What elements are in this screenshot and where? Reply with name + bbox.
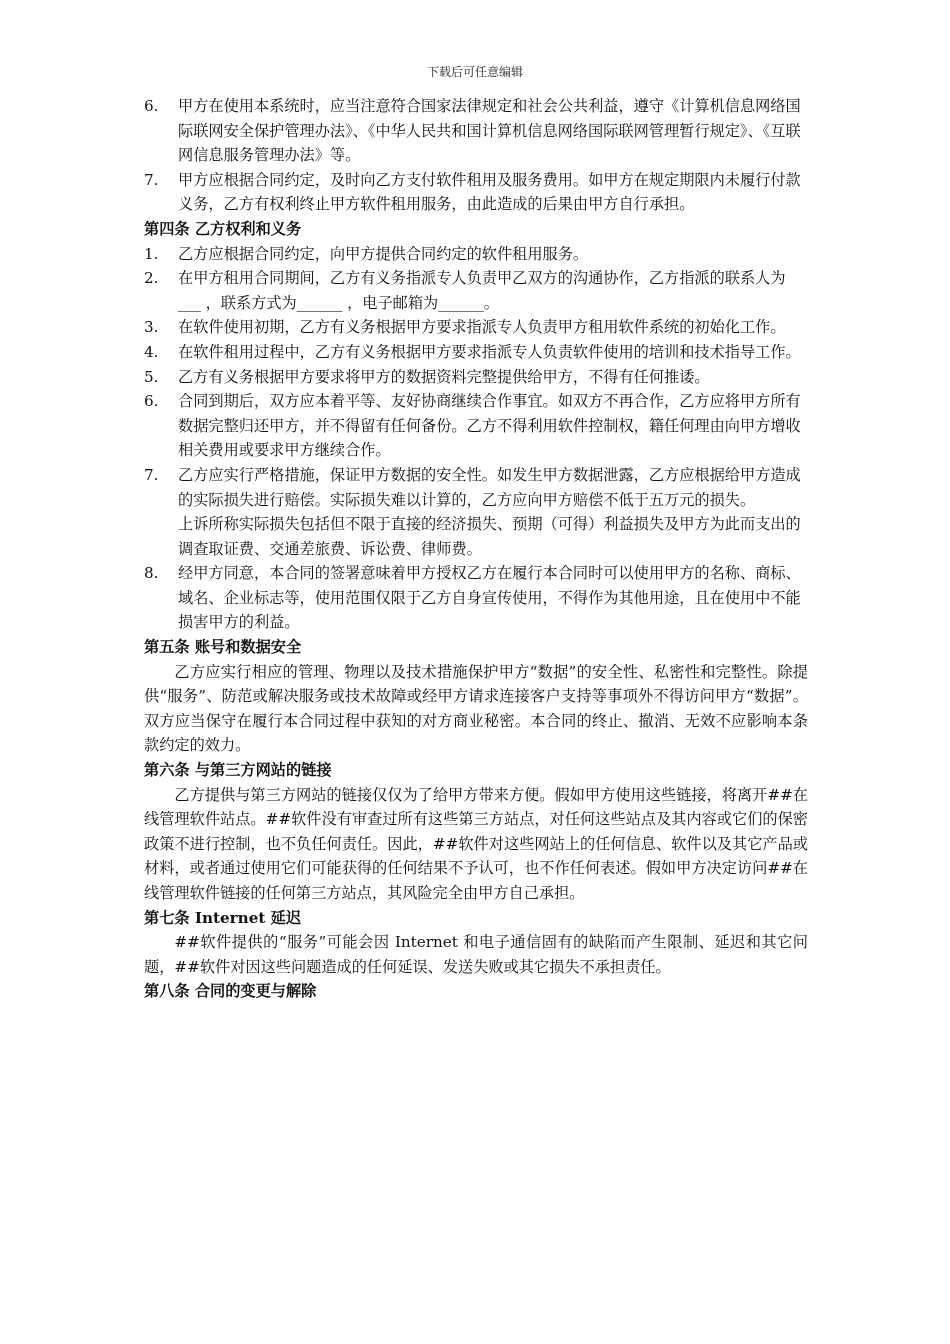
item-text: 甲方在使用本系统时，应当注意符合国家法律规定和社会公共利益，遵守《计算机信息网络国际联网安全保护管理办法》、《中华人民共和国计算机信息网络国际联网管理暂行规定》、《互联网信息服务管理办法》等。 [178, 97, 801, 165]
list-item [144, 340, 808, 365]
item-text: 乙方有义务根据甲方要求将甲方的数据资料完整提供给甲方，不得有任何推诿。 [178, 367, 710, 386]
list-item [144, 242, 808, 267]
item-text: 乙方应根据合同约定，向甲方提供合同约定的软件租用服务。 [178, 244, 589, 263]
item7-continuation: 上诉所称实际损失包括但不限于直接的经济损失、预期（可得）利益损失及甲方为此而支出的调查取证费、交通差旅费、诉讼费、律师费。 [178, 515, 801, 558]
item-text: 合同到期后，双方应本着平等、友好协商继续合作事宜。如双方不再合作，乙方应将甲方所有数据完整归还甲方，并不得留有任何备份。乙方不得利用软件控制权，籍任何理由向甲方增收相关费用或要求甲方继续合作。 [178, 392, 801, 460]
list-item [144, 168, 808, 217]
list-item [144, 365, 808, 390]
list-item [144, 389, 808, 463]
list-item [144, 266, 808, 315]
article4-list [144, 242, 808, 513]
article6-paragraph: 乙方提供与第三方网站的链接仅仅为了给甲方带来方便。假如甲方使用这些链接，将离开##在线管理软件站点。##软件没有审查过所有这些第三方站点，对任何这些站点及其内容或它们的保密政策不进行控制，也不负任何责任。因此，##软件对这些网站上的任何信息、软件以及其它产品或材料，或者通过使用它们可能获得的任何结果不予认可，也不作任何表述。假如甲方决定访问##在线管理软件链接的任何第三方站点，其风险完全由甲方自己承担。 [144, 785, 808, 902]
article7-heading: 第七条 Internet 延迟 [144, 908, 302, 927]
item-number: 6. [144, 97, 159, 115]
list-item [144, 94, 808, 168]
item-text: 经甲方同意，本合同的签署意味着甲方授权乙方在履行本合同时可以使用甲方的名称、商标、域名、企业标志等，使用范围仅限于乙方自身宣传使用，不得作为其他用途，且在使用中不能损害甲方的利益。 [178, 564, 801, 632]
list-item [144, 561, 808, 635]
item-number: 6. [144, 392, 159, 411]
item-text: 在甲方租用合同期间，乙方有义务指派专人负责甲乙双方的沟通协作，乙方指派的联系人为 ___ ，联系方式为______ ，电子邮箱为______。 [178, 269, 786, 312]
article4-list-continued [144, 561, 808, 635]
item-text: 在软件使用初期，乙方有义务根据甲方要求指派专人负责甲方租用软件系统的初始化工作。 [178, 318, 786, 337]
item-number: 7. [144, 465, 159, 484]
article5-paragraph: 乙方应实行相应的管理、物理以及技术措施保护甲方“数据”的安全性、私密性和完整性。除提供“服务”、防范或解决服务或技术故障或经甲方请求连接客户支持等事项外不得访问甲方“数据”。双方应当保守在履行本合同过程中获知的对方商业秘密。本合同的终止、撤消、无效不应影响本条款约定的效力。 [144, 662, 808, 755]
list-item [144, 315, 808, 340]
article5-heading: 第五条 账号和数据安全 [144, 638, 302, 657]
item-number: 4. [144, 342, 159, 361]
article7-paragraph: ##软件提供的“服务”可能会因 Internet 和电子通信固有的缺陷而产生限制、延迟和其它问题，##软件对因这些问题造成的任何延误、发送失败或其它损失不承担责任。 [144, 933, 808, 976]
document-body [144, 94, 808, 1004]
article3-tail-list [144, 94, 808, 217]
list-item [144, 463, 808, 512]
article6-heading: 第六条 与第三方网站的链接 [144, 761, 332, 780]
item-number: 7. [144, 170, 159, 189]
page-header: 下载后可任意编辑 [426, 65, 523, 79]
item-number: 3. [144, 318, 159, 337]
item-text: 在软件租用过程中，乙方有义务根据甲方要求指派专人负责软件使用的培训和技术指导工作。 [178, 342, 801, 361]
item-number: 1. [144, 244, 159, 263]
item-number: 8. [144, 564, 159, 583]
article8-heading: 第八条 合同的变更与解除 [144, 982, 317, 1001]
item-number: 5. [144, 367, 159, 386]
article4-heading: 第四条 乙方权利和义务 [144, 219, 302, 238]
item-number: 2. [144, 269, 159, 288]
item-text: 乙方应实行严格措施，保证甲方数据的安全性。如发生甲方数据泄露，乙方应根据给甲方造成的实际损失进行赔偿。实际损失难以计算的，乙方应向甲方赔偿不低于五万元的损失。 [178, 465, 801, 509]
item-text: 甲方应根据合同约定，及时向乙方支付软件租用及服务费用。如甲方在规定期限内未履行付款义务，乙方有权利终止甲方软件租用服务，由此造成的后果由甲方自行承担。 [178, 170, 801, 214]
